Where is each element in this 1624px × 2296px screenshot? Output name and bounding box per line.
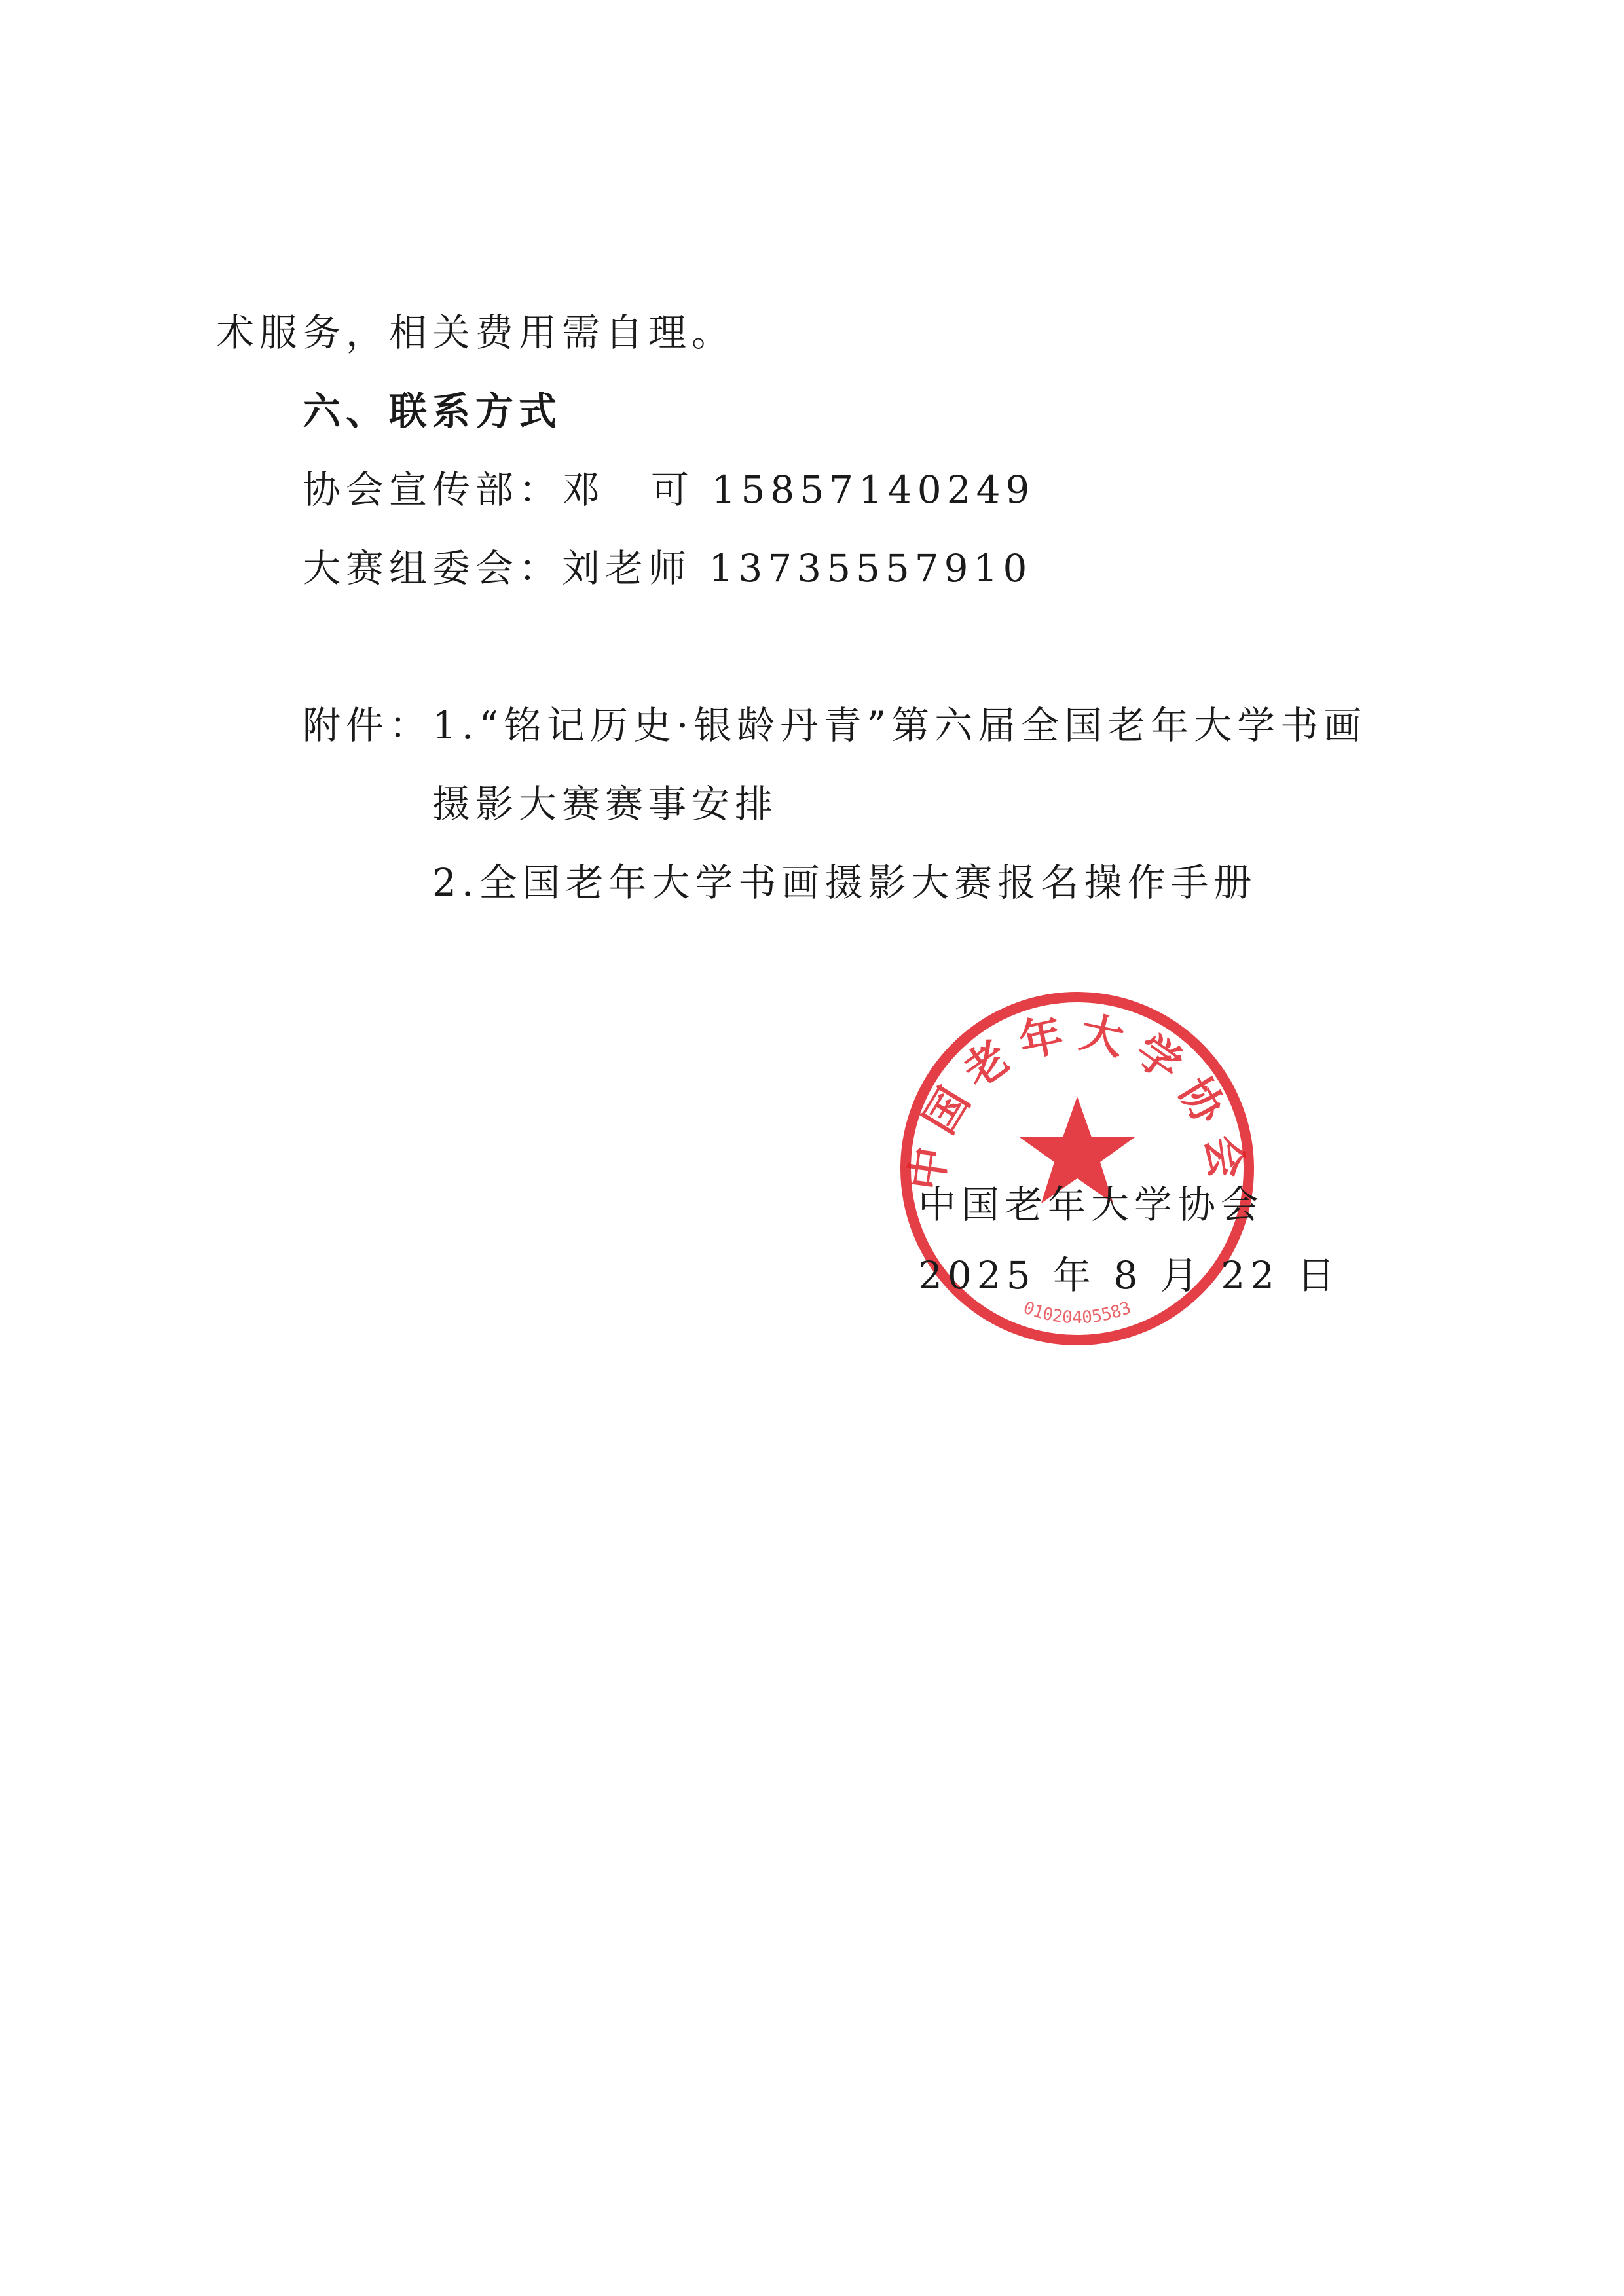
contact-line-publicity — [303, 464, 1035, 516]
seal-arc-text: 中国老年大学协会 — [900, 1006, 1255, 1194]
signature-date: 2025 年 8 月 22 日 — [918, 1253, 1340, 1298]
attachments-line-2: 摄影大赛赛事安排 — [432, 782, 779, 826]
body-continuation-line: 术服务，相关费用需自理。 — [216, 310, 735, 355]
contact-line-committee — [303, 542, 1032, 594]
attachment-item-2: 2.全国老年大学书画摄影大赛报名操作手册 — [432, 860, 1257, 905]
contact-phone: 13735557910 — [709, 546, 1033, 591]
signature-organization: 中国老年大学协会 — [918, 1182, 1264, 1227]
contact-label: 大赛组委会： — [303, 546, 563, 591]
attachment-item-1: 1.“铭记历史·银龄丹青”第六届全国老年大学书画 — [432, 703, 1367, 748]
contact-label: 协会宣传部： — [303, 467, 563, 512]
contact-name: 刘老师 — [562, 546, 692, 591]
attachments-line-1 — [303, 699, 1367, 752]
attachments-label: 附件： — [303, 703, 433, 748]
seal-serial-number: 01020405583 — [1020, 1298, 1134, 1328]
contact-name-first: 邓 — [562, 467, 606, 512]
contact-name-second: 可 — [651, 467, 695, 512]
section-heading-contact: 六、联系方式 — [303, 389, 563, 433]
contact-phone: 15857140249 — [711, 467, 1035, 512]
